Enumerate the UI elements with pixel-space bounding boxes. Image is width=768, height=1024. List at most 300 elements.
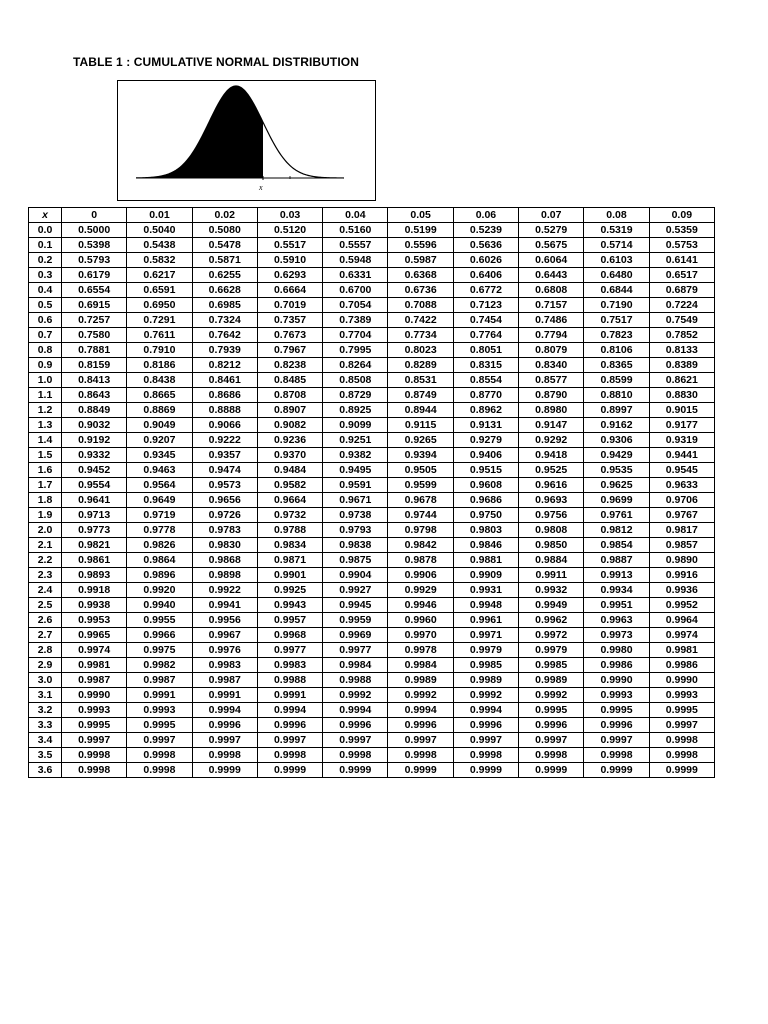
table-cell: 0.6064: [519, 253, 584, 268]
table-cell: 0.9846: [453, 538, 518, 553]
table-cell: 0.9995: [584, 703, 649, 718]
table-cell: 0.9995: [62, 718, 127, 733]
table-cell: 0.9884: [519, 553, 584, 568]
table-cell: 0.8212: [192, 358, 257, 373]
table-cell: 0.9932: [519, 583, 584, 598]
table-cell: 0.9997: [192, 733, 257, 748]
table-cell: 0.9999: [519, 763, 584, 778]
table-row: [29, 418, 715, 433]
table-cell: 0.7704: [323, 328, 388, 343]
table-cell: 0.9738: [323, 508, 388, 523]
table-cell: 0.9970: [388, 628, 453, 643]
table-cell: 0.9999: [584, 763, 649, 778]
table-cell: 0.9998: [519, 748, 584, 763]
table-cell: 0.7454: [453, 313, 518, 328]
table-cell: 0.9988: [323, 673, 388, 688]
table-cell: 0.5478: [192, 238, 257, 253]
column-header: 0.05: [388, 208, 453, 223]
row-label: 2.8: [29, 643, 62, 658]
table-cell: 0.9916: [649, 568, 714, 583]
table-cell: 0.9633: [649, 478, 714, 493]
table-cell: 0.9993: [62, 703, 127, 718]
table-cell: 0.8461: [192, 373, 257, 388]
table-cell: 0.9997: [127, 733, 192, 748]
table-cell: 0.9920: [127, 583, 192, 598]
table-cell: 0.9913: [584, 568, 649, 583]
table-cell: 0.9998: [649, 733, 714, 748]
table-cell: 0.9996: [519, 718, 584, 733]
column-header: 0.08: [584, 208, 649, 223]
table-cell: 0.9649: [127, 493, 192, 508]
table-cell: 0.9980: [584, 643, 649, 658]
table-cell: 0.9995: [519, 703, 584, 718]
table-cell: 0.9957: [257, 613, 322, 628]
table-cell: 0.8830: [649, 388, 714, 403]
normal-curve-illustration: [118, 81, 375, 200]
table-cell: 0.7611: [127, 328, 192, 343]
table-cell: 0.7549: [649, 313, 714, 328]
table-cell: 0.9962: [519, 613, 584, 628]
table-cell: 0.6141: [649, 253, 714, 268]
table-cell: 0.6844: [584, 283, 649, 298]
row-label: 3.2: [29, 703, 62, 718]
table-row: [29, 628, 715, 643]
table-cell: 0.9989: [453, 673, 518, 688]
table-cell: 0.9929: [388, 583, 453, 598]
table-row: [29, 463, 715, 478]
table-cell: 0.9861: [62, 553, 127, 568]
table-cell: 0.7291: [127, 313, 192, 328]
table-cell: 0.9686: [453, 493, 518, 508]
table-row: [29, 223, 715, 238]
table-cell: 0.9998: [192, 748, 257, 763]
table-cell: 0.5987: [388, 253, 453, 268]
table-cell: 0.9997: [519, 733, 584, 748]
table-cell: 0.9952: [649, 598, 714, 613]
table-cell: 0.9999: [388, 763, 453, 778]
table-cell: 0.9192: [62, 433, 127, 448]
row-label: 0.5: [29, 298, 62, 313]
table-cell: 0.8079: [519, 343, 584, 358]
table-cell: 0.5438: [127, 238, 192, 253]
table-cell: 0.7823: [584, 328, 649, 343]
x-axis-label: x: [259, 183, 263, 192]
table-cell: 0.6293: [257, 268, 322, 283]
table-cell: 0.9554: [62, 478, 127, 493]
table-cell: 0.9986: [584, 658, 649, 673]
table-cell: 0.9990: [62, 688, 127, 703]
table-cell: 0.9418: [519, 448, 584, 463]
table-cell: 0.9573: [192, 478, 257, 493]
table-cell: 0.8621: [649, 373, 714, 388]
table-cell: 0.8980: [519, 403, 584, 418]
table-cell: 0.9971: [453, 628, 518, 643]
table-cell: 0.9699: [584, 493, 649, 508]
table-cell: 0.5359: [649, 223, 714, 238]
table-cell: 0.9975: [127, 643, 192, 658]
table-cell: 0.9719: [127, 508, 192, 523]
table-cell: 0.6985: [192, 298, 257, 313]
row-label: 0.0: [29, 223, 62, 238]
table-cell: 0.9854: [584, 538, 649, 553]
table-cell: 0.8554: [453, 373, 518, 388]
row-label: 0.3: [29, 268, 62, 283]
table-cell: 0.9767: [649, 508, 714, 523]
table-cell: 0.9997: [453, 733, 518, 748]
table-cell: 0.9535: [584, 463, 649, 478]
table-cell: 0.9292: [519, 433, 584, 448]
table-cell: 0.5793: [62, 253, 127, 268]
table-cell: 0.7357: [257, 313, 322, 328]
table-cell: 0.9966: [127, 628, 192, 643]
table-cell: 0.9082: [257, 418, 322, 433]
row-label: 3.6: [29, 763, 62, 778]
table-row: [29, 733, 715, 748]
table-cell: 0.9115: [388, 418, 453, 433]
table-cell: 0.9236: [257, 433, 322, 448]
table-cell: 0.9968: [257, 628, 322, 643]
table-cell: 0.8810: [584, 388, 649, 403]
table-cell: 0.9803: [453, 523, 518, 538]
normal-curve-figure: [117, 80, 376, 201]
row-label: 2.1: [29, 538, 62, 553]
table-cell: 0.9995: [649, 703, 714, 718]
table-cell: 0.9938: [62, 598, 127, 613]
table-cell: 0.9941: [192, 598, 257, 613]
table-row: [29, 283, 715, 298]
row-label: 2.0: [29, 523, 62, 538]
table-cell: 0.7224: [649, 298, 714, 313]
column-header: 0.04: [323, 208, 388, 223]
table-cell: 0.9671: [323, 493, 388, 508]
table-cell: 0.9946: [388, 598, 453, 613]
table-cell: 0.9901: [257, 568, 322, 583]
row-label: 0.1: [29, 238, 62, 253]
table-cell: 0.9162: [584, 418, 649, 433]
table-cell: 0.9032: [62, 418, 127, 433]
table-cell: 0.9750: [453, 508, 518, 523]
table-cell: 0.7910: [127, 343, 192, 358]
table-row: [29, 238, 715, 253]
table-cell: 0.9978: [388, 643, 453, 658]
table-cell: 0.9319: [649, 433, 714, 448]
table-cell: 0.9979: [519, 643, 584, 658]
table-cell: 0.9987: [62, 673, 127, 688]
table-cell: 0.8599: [584, 373, 649, 388]
table-cell: 0.9868: [192, 553, 257, 568]
table-cell: 0.9953: [62, 613, 127, 628]
table-cell: 0.9756: [519, 508, 584, 523]
table-cell: 0.9984: [323, 658, 388, 673]
table-cell: 0.5871: [192, 253, 257, 268]
table-row: [29, 388, 715, 403]
table-cell: 0.9991: [127, 688, 192, 703]
table-cell: 0.8944: [388, 403, 453, 418]
table-cell: 0.9998: [323, 748, 388, 763]
table-row: [29, 583, 715, 598]
table-cell: 0.9997: [62, 733, 127, 748]
table-header-row: [29, 208, 715, 223]
table-cell: 0.8790: [519, 388, 584, 403]
table-cell: 0.9994: [257, 703, 322, 718]
table-cell: 0.9147: [519, 418, 584, 433]
table-cell: 0.9608: [453, 478, 518, 493]
table-cell: 0.5714: [584, 238, 649, 253]
table-cell: 0.9808: [519, 523, 584, 538]
table-cell: 0.9625: [584, 478, 649, 493]
table-cell: 0.9726: [192, 508, 257, 523]
table-cell: 0.9817: [649, 523, 714, 538]
table-cell: 0.9996: [453, 718, 518, 733]
row-label: 1.6: [29, 463, 62, 478]
table-cell: 0.9887: [584, 553, 649, 568]
table-cell: 0.9961: [453, 613, 518, 628]
table-cell: 0.9984: [388, 658, 453, 673]
table-row: [29, 493, 715, 508]
table-cell: 0.9357: [192, 448, 257, 463]
row-label: 2.3: [29, 568, 62, 583]
cumulative-normal-table: [28, 207, 715, 778]
table-cell: 0.7517: [584, 313, 649, 328]
column-header: 0.01: [127, 208, 192, 223]
shaded-area: [136, 86, 263, 178]
table-cell: 0.9999: [257, 763, 322, 778]
table-cell: 0.9997: [388, 733, 453, 748]
table-cell: 0.9893: [62, 568, 127, 583]
table-cell: 0.9850: [519, 538, 584, 553]
row-label: 1.9: [29, 508, 62, 523]
table-row: [29, 703, 715, 718]
table-cell: 0.8888: [192, 403, 257, 418]
table-cell: 0.9997: [323, 733, 388, 748]
row-label: 1.3: [29, 418, 62, 433]
table-cell: 0.5596: [388, 238, 453, 253]
table-cell: 0.6103: [584, 253, 649, 268]
table-cell: 0.9925: [257, 583, 322, 598]
table-cell: 0.8365: [584, 358, 649, 373]
table-cell: 0.9778: [127, 523, 192, 538]
table-cell: 0.9999: [323, 763, 388, 778]
row-label: 1.1: [29, 388, 62, 403]
table-cell: 0.9911: [519, 568, 584, 583]
row-label: 1.7: [29, 478, 62, 493]
table-cell: 0.9564: [127, 478, 192, 493]
table-cell: 0.9406: [453, 448, 518, 463]
table-cell: 0.9641: [62, 493, 127, 508]
table-cell: 0.7389: [323, 313, 388, 328]
table-cell: 0.9990: [584, 673, 649, 688]
table-cell: 0.9945: [323, 598, 388, 613]
table-cell: 0.9998: [649, 748, 714, 763]
table-cell: 0.9994: [453, 703, 518, 718]
table-cell: 0.9964: [649, 613, 714, 628]
table-cell: 0.9994: [323, 703, 388, 718]
table-cell: 0.8577: [519, 373, 584, 388]
table-cell: 0.9998: [388, 748, 453, 763]
table-cell: 0.8531: [388, 373, 453, 388]
table-cell: 0.9812: [584, 523, 649, 538]
table-cell: 0.7794: [519, 328, 584, 343]
table-cell: 0.9998: [62, 763, 127, 778]
table-cell: 0.5832: [127, 253, 192, 268]
row-label: 0.4: [29, 283, 62, 298]
table-cell: 0.9830: [192, 538, 257, 553]
table-cell: 0.9049: [127, 418, 192, 433]
table-cell: 0.6179: [62, 268, 127, 283]
table-row: [29, 478, 715, 493]
table-row: [29, 688, 715, 703]
table-cell: 0.7157: [519, 298, 584, 313]
table-cell: 0.8133: [649, 343, 714, 358]
table-cell: 0.9370: [257, 448, 322, 463]
table-row: [29, 448, 715, 463]
table-row: [29, 373, 715, 388]
table-cell: 0.6879: [649, 283, 714, 298]
table-cell: 0.8686: [192, 388, 257, 403]
table-cell: 0.9525: [519, 463, 584, 478]
table-cell: 0.5675: [519, 238, 584, 253]
table-cell: 0.9898: [192, 568, 257, 583]
table-cell: 0.8289: [388, 358, 453, 373]
table-cell: 0.5948: [323, 253, 388, 268]
table-cell: 0.6480: [584, 268, 649, 283]
table-cell: 0.5398: [62, 238, 127, 253]
table-cell: 0.9429: [584, 448, 649, 463]
table-cell: 0.7123: [453, 298, 518, 313]
table-cell: 0.9881: [453, 553, 518, 568]
table-cell: 0.9965: [62, 628, 127, 643]
row-label: 2.5: [29, 598, 62, 613]
table-cell: 0.9996: [192, 718, 257, 733]
table-cell: 0.9986: [649, 658, 714, 673]
table-cell: 0.7642: [192, 328, 257, 343]
table-cell: 0.7257: [62, 313, 127, 328]
table-cell: 0.9955: [127, 613, 192, 628]
table-cell: 0.9864: [127, 553, 192, 568]
table-cell: 0.9996: [323, 718, 388, 733]
table-cell: 0.9332: [62, 448, 127, 463]
table-cell: 0.9949: [519, 598, 584, 613]
row-label: 2.2: [29, 553, 62, 568]
table-cell: 0.5517: [257, 238, 322, 253]
row-label: 1.5: [29, 448, 62, 463]
table-cell: 0.9678: [388, 493, 453, 508]
table-cell: 0.9997: [584, 733, 649, 748]
table-cell: 0.6368: [388, 268, 453, 283]
table-cell: 0.9996: [388, 718, 453, 733]
table-cell: 0.9713: [62, 508, 127, 523]
row-label: 2.6: [29, 613, 62, 628]
table-cell: 0.8264: [323, 358, 388, 373]
table-cell: 0.9972: [519, 628, 584, 643]
table-cell: 0.9999: [192, 763, 257, 778]
table-cell: 0.5319: [584, 223, 649, 238]
table-cell: 0.8389: [649, 358, 714, 373]
table-cell: 0.9951: [584, 598, 649, 613]
table-cell: 0.9977: [257, 643, 322, 658]
table-cell: 0.9693: [519, 493, 584, 508]
table-row: [29, 718, 715, 733]
row-label: 2.7: [29, 628, 62, 643]
row-label: 0.8: [29, 343, 62, 358]
table-cell: 0.7422: [388, 313, 453, 328]
table-row: [29, 508, 715, 523]
row-label: 1.4: [29, 433, 62, 448]
row-label: 0.6: [29, 313, 62, 328]
table-cell: 0.6915: [62, 298, 127, 313]
table-cell: 0.7673: [257, 328, 322, 343]
table-cell: 0.9265: [388, 433, 453, 448]
row-label: 3.0: [29, 673, 62, 688]
row-label: 2.9: [29, 658, 62, 673]
table-cell: 0.9452: [62, 463, 127, 478]
table-cell: 0.9599: [388, 478, 453, 493]
table-cell: 0.9251: [323, 433, 388, 448]
table-cell: 0.8315: [453, 358, 518, 373]
table-cell: 0.6950: [127, 298, 192, 313]
table-cell: 0.9656: [192, 493, 257, 508]
table-cell: 0.8485: [257, 373, 322, 388]
column-header: 0.09: [649, 208, 714, 223]
table-cell: 0.9896: [127, 568, 192, 583]
table-cell: 0.9991: [192, 688, 257, 703]
table-cell: 0.9997: [257, 733, 322, 748]
table-cell: 0.9994: [192, 703, 257, 718]
table-cell: 0.6255: [192, 268, 257, 283]
table-cell: 0.9934: [584, 583, 649, 598]
table-cell: 0.8749: [388, 388, 453, 403]
table-row: [29, 763, 715, 778]
row-label: 3.3: [29, 718, 62, 733]
table-cell: 0.6700: [323, 283, 388, 298]
row-label: 0.7: [29, 328, 62, 343]
table-cell: 0.6026: [453, 253, 518, 268]
table-cell: 0.6443: [519, 268, 584, 283]
table-cell: 0.9382: [323, 448, 388, 463]
table-cell: 0.9222: [192, 433, 257, 448]
table-cell: 0.9993: [127, 703, 192, 718]
table-cell: 0.9664: [257, 493, 322, 508]
table-cell: 0.9463: [127, 463, 192, 478]
table-cell: 0.9875: [323, 553, 388, 568]
table-cell: 0.8238: [257, 358, 322, 373]
column-header: 0.03: [257, 208, 322, 223]
table-cell: 0.9976: [192, 643, 257, 658]
column-header: 0.07: [519, 208, 584, 223]
table-cell: 0.9992: [323, 688, 388, 703]
table-cell: 0.9616: [519, 478, 584, 493]
table-cell: 0.8869: [127, 403, 192, 418]
table-cell: 0.5120: [257, 223, 322, 238]
table-cell: 0.9798: [388, 523, 453, 538]
table-cell: 0.5199: [388, 223, 453, 238]
table-cell: 0.9956: [192, 613, 257, 628]
table-row: [29, 268, 715, 283]
table-cell: 0.7764: [453, 328, 518, 343]
table-cell: 0.9066: [192, 418, 257, 433]
table-cell: 0.9505: [388, 463, 453, 478]
table-cell: 0.9983: [257, 658, 322, 673]
table-cell: 0.6331: [323, 268, 388, 283]
table-row: [29, 673, 715, 688]
table-cell: 0.5753: [649, 238, 714, 253]
table-cell: 0.9484: [257, 463, 322, 478]
table-cell: 0.8413: [62, 373, 127, 388]
column-header: 0.06: [453, 208, 518, 223]
table-cell: 0.9744: [388, 508, 453, 523]
table-cell: 0.5557: [323, 238, 388, 253]
table-cell: 0.9987: [127, 673, 192, 688]
